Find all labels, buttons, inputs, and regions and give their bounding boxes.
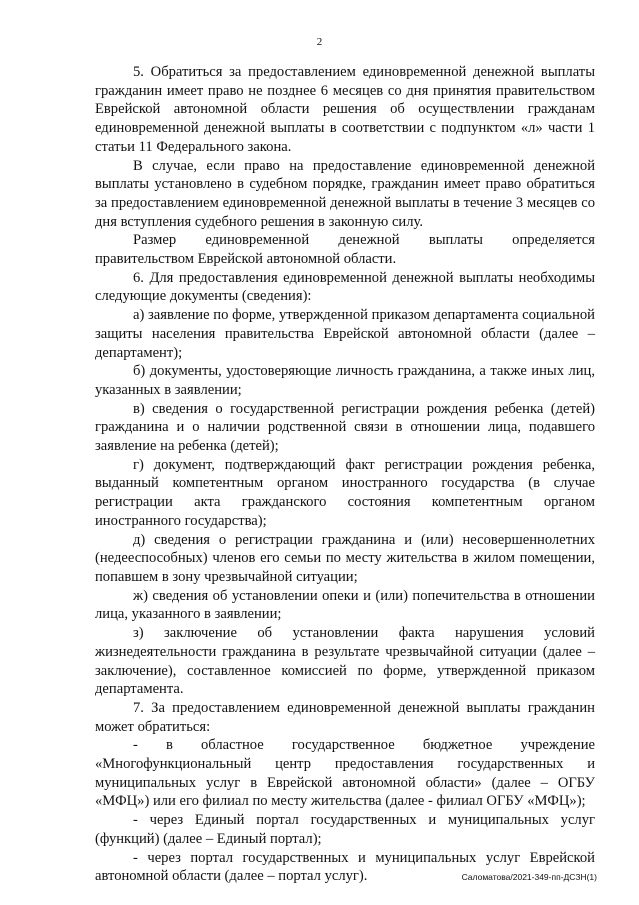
list-item-g: г) документ, подтверждающий факт регистрации рождения ребенка, выданный компетентным органом иностранного государства (в случае регистрации акта гражданского состояния компетентным органом иностранного государства); [95,456,595,529]
list-item-z: з) заключение об установлении факта нарушения условий жизнедеятельности гражданина в результате чрезвычайной ситуации (далее – заключение), составленное комиссией по форме, утвержденной приказом департамента. [95,625,595,698]
list-item-a: а) заявление по форме, утвержденной приказом департамента социальной защиты населения правительства Еврейской автономной области (далее – департамент); [95,307,595,361]
page-number: 2 [316,36,323,48]
bullet-regional-portal: - через портал государственных и муниципальных услуг Еврейской автономной области (далее – портал услуг). [95,849,595,885]
list-item-zh: ж) сведения об установлении опеки и (или) попечительства в отношении лица, указанного в заявлении; [95,587,595,623]
document-body [95,63,595,886]
bullet-mfc: - в областное государственное бюджетное учреждение «Многофункциональный центр предоставления государственных и муниципальных услуг в Еврейской автономной области» (далее – ОГБУ «МФЦ») или его филиал по месту жительства (далее - филиал ОГБУ «МФЦ»); [95,737,595,810]
paragraph-payment-amount: Размер единовременной денежной выплаты определяется правительством Еврейской автономной области. [95,232,595,268]
paragraph-court-case: В случае, если право на предоставление единовременной денежной выплаты установлено в судебном порядке, гражданин имеет право обратиться за предоставлением единовременной денежной выплаты в течение 3 месяцев со дня вступления судебного решения в законную силу. [95,157,595,230]
list-item-b: б) документы, удостоверяющие личность гражданина, а также иных лиц, указанных в заявлении; [95,363,595,398]
list-item-v: в) сведения о государственной регистрации рождения ребенка (детей) гражданина и о наличии родственной связи в отношении лица, подавшего заявление на ребенка (детей); [95,400,595,455]
footer-document-code: Саломатова/2021-349-пп-ДСЗН(1) [461,872,597,882]
paragraph-6: 6. Для предоставления единовременной денежной выплаты необходимы следующие документы (сведения): [95,269,595,305]
paragraph-5: 5. Обратиться за предоставлением единовременной денежной выплаты гражданин имеет право не позднее 6 месяцев со дня принятия правительством Еврейской автономной области решения об осуществлении гражданам единовременной денежной выплаты в соответствии с подпунктом «л» части 1 статьи 11 Федерального закона. [95,64,595,155]
bullet-unified-portal: - через Единый портал государственных и муниципальных услуг (функций) (далее – Единый портал); [95,812,595,847]
list-item-d: д) сведения о регистрации гражданина и (или) несовершеннолетних (недееспособных) членов его семьи по месту жительства в жилом помещении, попавшем в зону чрезвычайной ситуации; [95,531,595,585]
paragraph-7: 7. За предоставлением единовременной денежной выплаты гражданин может обратиться: [95,699,595,735]
